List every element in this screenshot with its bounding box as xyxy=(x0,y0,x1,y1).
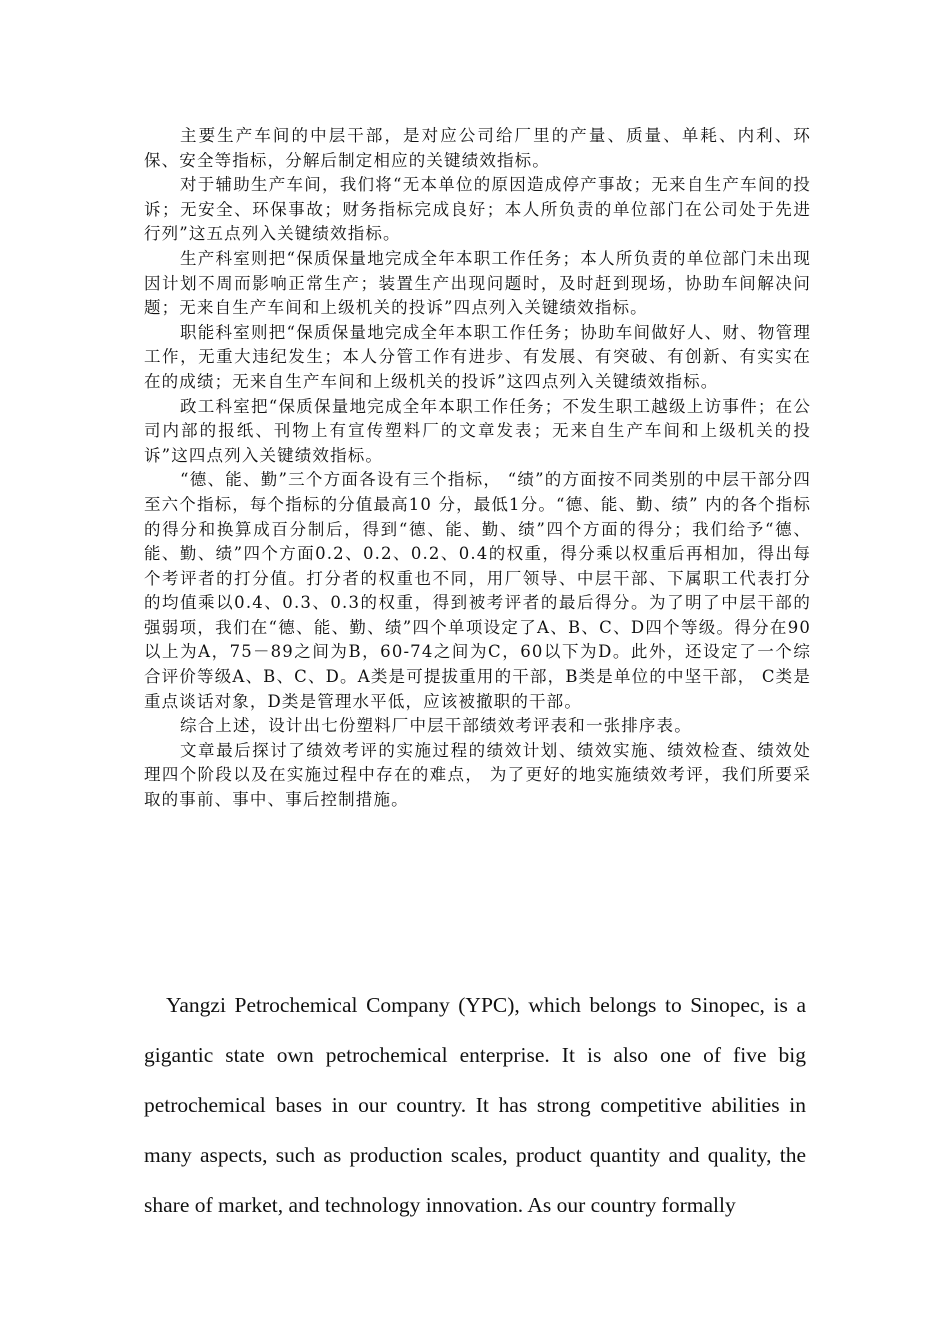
paragraph-summary: 综合上述，设计出七份塑料厂中层干部绩效考评表和一张排序表。 xyxy=(180,716,692,736)
paragraph-main-workshop: 主要生产车间的中层干部，是对应公司给厂里的产量、质量、单耗、内利、环保、安全等指标，分解后制定相应的关键绩效指标。 xyxy=(144,126,811,170)
paragraph-scoring-method: “德、能、勤”三个方面各设有三个指标， “绩”的方面按不同类别的中层干部分四至六个指标，每个指标的分值最高10 分，最低1分。“德、能、勤、绩” 内的各个指标的得分和换算成百分制后，得到“德、能、勤、绩”四个方面的得分；我们给予“德、能、勤、绩”四个方面0.2、0.2、0.2、0.4的权重，得分乘以权重后再相加，得出每个考评者的打分值。打分者的权重也不同，用厂领导、中层干部、下属职工代表打分的均值乘以0.4、0.3、0.3的权重，得到被考评者的最后得分。为了明了中层干部的强弱项，我们在“德、能、勤、绩”四个单项设定了A、B、C、D四个等级。得分在90以上为A，75－89之间为B，60-74之间为C，60以下为D。此外，还设定了一个综合评价等级A、B、C、D。A类是可提拔重用的干部，B类是单位的中坚干部， C类是重点谈话对象，D类是管理水平低，应该被撤职的干部。 xyxy=(144,470,812,711)
chinese-abstract xyxy=(144,124,811,813)
paragraph-production-office: 生产科室则把“保质保量地完成全年本职工作任务；本人所负责的单位部门未出现因计划不周而影响正常生产；装置生产出现问题时，及时赶到现场，协助车间解决问题；无来自生产车间和上级机关的投诉”四点列入关键绩效指标。 xyxy=(144,248,811,318)
paragraph-political-office: 政工科室把“保质保量地完成全年本职工作任务；不发生职工越级上访事件；在公司内部的报纸、刊物上有宣传塑料厂的文章发表；无来自生产车间和上级机关的投诉”这四点列入关键绩效指标。 xyxy=(144,396,811,465)
english-abstract xyxy=(144,980,806,1230)
paragraph-functional-office: 职能科室则把“保质保量地完成全年本职工作任务；协助车间做好人、财、物管理工作，无重大违纪发生；本人分管工作有进步、有发展、有突破、有创新、有实实在在的成绩；无来自生产车间和上级机关的投诉”这四点列入关键绩效指标。 xyxy=(144,322,811,391)
paragraph-implementation: 文章最后探讨了绩效考评的实施过程的绩效计划、绩效实施、绩效检查、绩效处理四个阶段以及在实施过程中存在的难点， 为了更好的地实施绩效考评，我们所要采取的事前、事中、事后控制措施。 xyxy=(144,740,811,810)
paragraph-auxiliary-workshop: 对于辅助生产车间，我们将“无本单位的原因造成停产事故；无来自生产车间的投诉；无安全、环保事故；财务指标完成良好；本人所负责的单位部门在公司处于先进行列”这五点列入关键绩效指标。 xyxy=(144,175,811,244)
english-paragraph: Yangzi Petrochemical Company (YPC), which belongs to Sinopec, is a gigantic state own petrochemical enterprise. It is also one of five big petrochemical bases in our country. It has strong competitive abilities in many aspects, such as production scales, product quantity and quality, the share of market, and technology innovation. As our country formally xyxy=(144,993,806,1217)
